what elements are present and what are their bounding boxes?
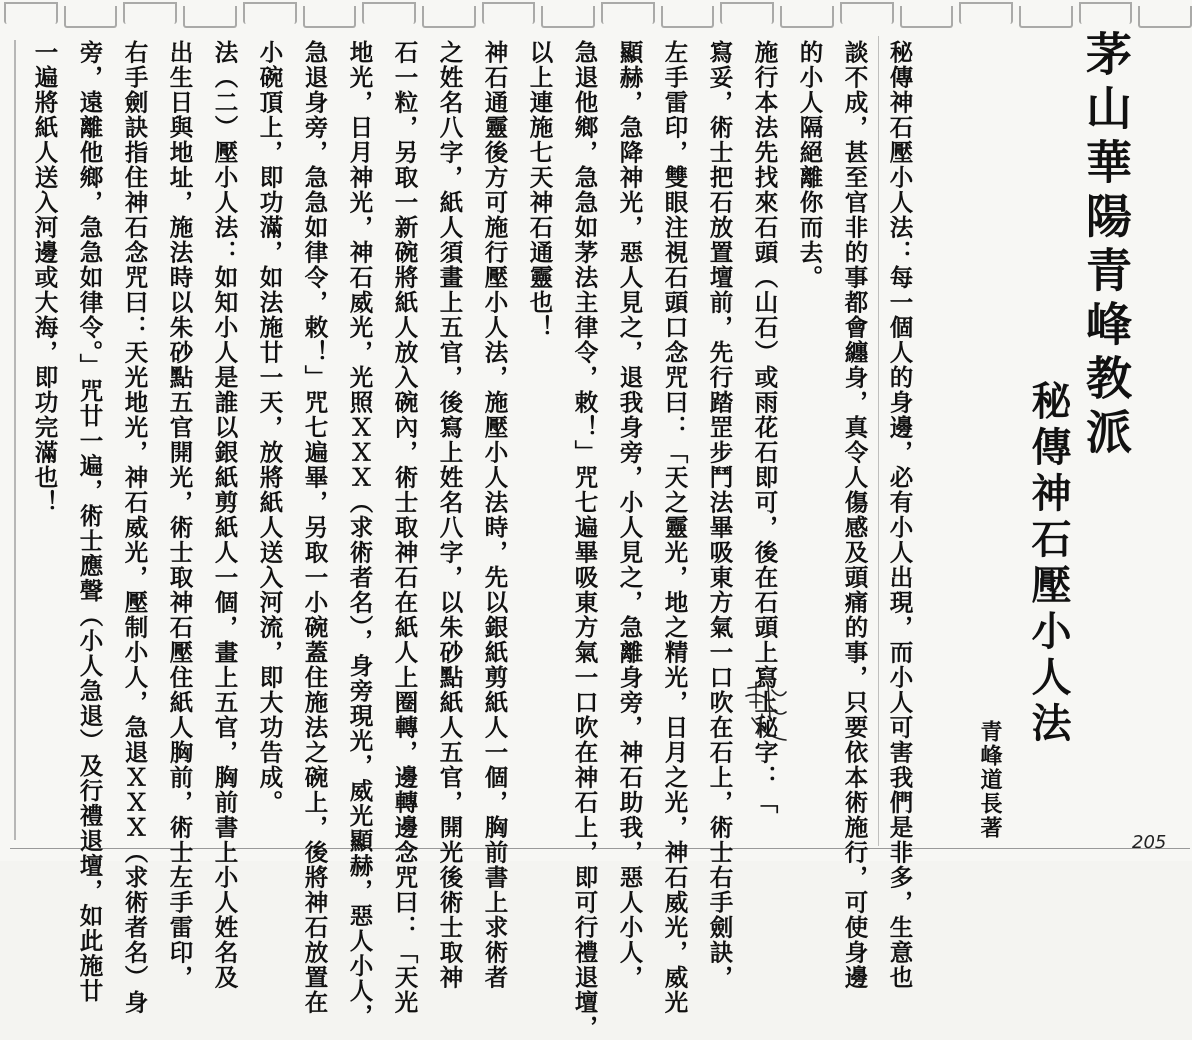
column-separator [878,36,879,846]
text-column: 急退他鄉，急急如茅法主律令，敕！」咒七遍畢吸東方氣一口吹在神石上，即可行禮退壇， [570,40,599,1040]
text-column: 的小人隔絕離你而去。 [795,40,824,290]
text-column: 談不成，甚至官非的事都會纏身，真令人傷感及頭痛的事，只要依本術施行，可使身邊 [840,40,869,990]
text-column: 一遍將紙人送入河邊或大海，即功完滿也！ [30,40,59,515]
author-line: 青峰道長著 [977,720,1003,840]
section-title: 秘傳神石壓小人法 [1025,380,1071,748]
decorative-top-border [0,0,1192,30]
text-column: 石一粒，另取一新碗將紙人放入碗內，術士取神石在紙人上圈轉，邊轉邊念咒曰：「天光 [390,40,419,1015]
text-column: 右手劍訣指住神石念咒曰：天光地光，神石威光，壓制小人，急退ＸＸＸ（求術者名）身 [120,40,149,1015]
text-column: 旁，遠離他鄉，急急如律令。」咒廿一遍，術士應聲（小人急退）及行禮退壇，如此施廿 [75,40,104,1004]
text-column: 以上連施七天神石通靈也！ [525,40,554,340]
text-column: 小碗頂上，即功滿，如法施廿一天，放將紙人送入河流，即大功告成。 [255,40,284,815]
text-column: 神石通靈後方可施行壓小人法，施壓小人法時，先以銀紙剪紙人一個，胸前書上求術者 [480,40,509,990]
text-column: 寫妥，術士把石放置壇前，先行踏罡步鬥法畢吸東方氣一口吹在石上，術士右手劍訣， [705,40,734,990]
text-column: 地光，日月神光，神石威光，光照ＸＸＸ（求術者名），身旁現光，威光顯赫，惡人小人， [345,40,374,1029]
text-column: 施行本法先找來石頭（山石）或雨花石即可，後在石頭上寫上秘字：「 [750,40,779,815]
text-column: 之姓名八字，紙人須畫上五官，後寫上姓名八字，以朱砂點紙人五官，開光後術士取神 [435,40,464,990]
text-column: 急退身旁，急急如律令，敕！」咒七遍畢，另取一小碗蓋住施法之碗上，後將神石放置在 [300,40,329,1015]
text-column: 法（二）壓小人法：如知小人是誰以銀紙剪紙人一個，畫上五官，胸前書上小人姓名及 [210,40,239,990]
page-number: 205 [1132,832,1167,853]
text-column: 秘傳神石壓小人法：每一個人的身邊，必有小人出現，而小人可害我們是非多，生意也 [885,40,914,990]
page-title: 茅山華陽青峰教派 [1079,30,1133,462]
text-column: 左手雷印，雙眼注視石頭口念咒曰：「天之靈光，地之精光，日月之光，神石威光，威光 [660,40,689,1015]
handwritten-secret-character [742,678,790,748]
text-column: 顯赫，急降神光，惡人見之，退我身旁，小人見之，急離身旁，神石助我，惡人小人， [615,40,644,990]
text-column: 出生日與地址，施法時以朱砂點五官開光，術士取神石壓住紙人胸前，術士左手雷印， [165,40,194,990]
left-margin-rule [14,40,16,840]
